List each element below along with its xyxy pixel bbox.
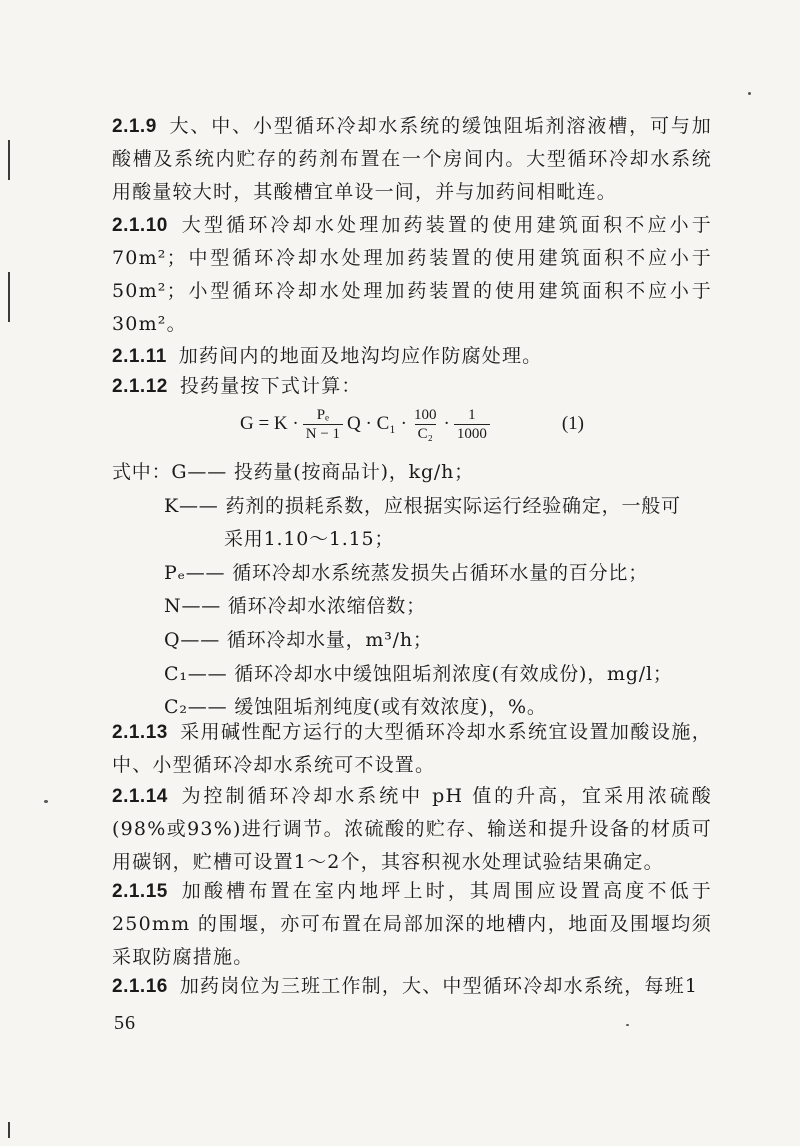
clause-2-1-10 — [112, 209, 712, 341]
clause-2-1-13 — [112, 716, 712, 782]
binder-mark — [8, 1122, 10, 1138]
clause-text: 加药岗位为三班工作制，大、中型循环冷却水系统，每班1 — [179, 975, 699, 997]
clause-text: 采用碱性配方运行的大型循环冷却水系统宜设置加酸设施，中、小型循环冷却水系统可不设置。 — [112, 721, 712, 776]
definition-row — [112, 490, 712, 524]
clause-number: 2.1.12 — [112, 376, 168, 397]
clause-text: 大、中、小型循环冷却水系统的缓蚀阻垢剂溶液槽，可与加酸槽及系统内贮存的药剂布置在一个房间内。大型循环冷却水系统用酸量较大时，其酸槽宜单设一间，并与加药间相毗连。 — [112, 115, 712, 203]
fraction-numerator: 1 — [468, 406, 476, 423]
definition-symbol: G — [171, 461, 188, 483]
definition-symbol: C₂ — [164, 696, 188, 719]
clause-2-1-16 — [112, 970, 712, 1003]
fraction-denominator: N − 1 — [303, 424, 343, 443]
clause-text: 加药间内的地面及地沟均应作防腐处理。 — [178, 345, 543, 367]
clause-2-1-11 — [112, 340, 712, 373]
clause-number: 2.1.13 — [112, 722, 168, 743]
page-number: 56 — [114, 1012, 136, 1034]
clause-text: 大型循环冷却水处理加药装置的使用建筑面积不应小于70m²；中型循环冷却水处理加药装置的使用建筑面积不应小于50m²；小型循环冷却水处理加药装置的使用建筑面积不应小于30m²。 — [112, 214, 712, 335]
clause-text: 投药量按下式计算： — [179, 375, 362, 397]
scan-speck — [626, 1024, 629, 1026]
definition-symbol: K — [164, 494, 179, 517]
scan-speck — [44, 800, 48, 803]
clause-number: 2.1.9 — [112, 116, 157, 137]
clause-2-1-14 — [112, 780, 712, 879]
definition-text: —— 循环冷却水量，m³/h； — [180, 628, 433, 651]
fraction-unit — [454, 406, 490, 443]
definition-row — [112, 590, 712, 624]
symbol-definitions — [112, 456, 712, 725]
definition-text: —— 循环冷却水系统蒸发损失占循环水量的百分比； — [185, 561, 648, 584]
definition-row — [112, 557, 712, 591]
fraction-purity — [411, 406, 440, 443]
fraction-denominator: C₂ — [415, 424, 436, 443]
definition-row — [112, 456, 712, 490]
definition-row — [112, 658, 712, 692]
definition-symbol: C₁ — [164, 662, 188, 685]
formula-lhs: G = K · — [240, 413, 299, 434]
definition-text: —— 药剂的损耗系数，应根据实际运行经验确定，一般可 — [179, 494, 681, 517]
definition-symbol: Pₑ — [164, 561, 186, 584]
formula-middle: Q · C₁ · — [347, 413, 407, 434]
clause-2-1-15 — [112, 875, 712, 974]
definitions-lead: 式中： — [112, 461, 172, 483]
definition-text: —— 循环冷却水浓缩倍数； — [181, 595, 426, 618]
clause-number: 2.1.14 — [112, 786, 168, 807]
dosage-formula — [240, 396, 584, 452]
clause-number: 2.1.10 — [112, 215, 168, 236]
formula-dot: · — [443, 413, 450, 434]
definition-symbol: Q — [164, 628, 181, 651]
definition-text: 采用1.10～1.15； — [224, 528, 395, 551]
binder-mark — [8, 140, 10, 180]
equation-number: (1) — [561, 413, 584, 434]
scan-speck — [748, 92, 751, 95]
definition-row — [112, 624, 712, 658]
clause-number: 2.1.16 — [112, 976, 168, 997]
binder-mark — [8, 272, 10, 322]
clause-text: 加酸槽布置在室内地坪上时，其周围应设置高度不低于250mm 的围堰，亦可布置在局部加深的地槽内，地面及围堰均须采取防腐措施。 — [112, 880, 712, 968]
clause-2-1-9 — [112, 110, 712, 209]
fraction-numerator: Pₑ — [316, 406, 329, 423]
fraction-numerator: 100 — [413, 406, 437, 423]
clause-number: 2.1.11 — [112, 346, 167, 367]
clause-number: 2.1.15 — [112, 881, 168, 902]
clause-text: 为控制循环冷却水系统中 pH 值的升高，宜采用浓硫酸(98%或93%)进行调节。浓硫酸的贮存、输送和提升设备的材质可用碳钢，贮槽可设置1～2个，其容积视水处理试验结果确定。 — [112, 785, 712, 873]
fraction-pe — [303, 406, 343, 443]
definition-text: —— 缓蚀阻垢剂纯度(或有效浓度)，%。 — [187, 696, 547, 719]
definition-row — [112, 523, 712, 557]
definition-text: —— 投药量(按商品计)，kg/h； — [187, 461, 474, 483]
definition-symbol: N — [164, 595, 182, 618]
definition-text: —— 循环冷却水中缓蚀阻垢剂浓度(有效成份)，mg/l； — [187, 662, 673, 685]
fraction-denominator: 1000 — [454, 424, 490, 443]
